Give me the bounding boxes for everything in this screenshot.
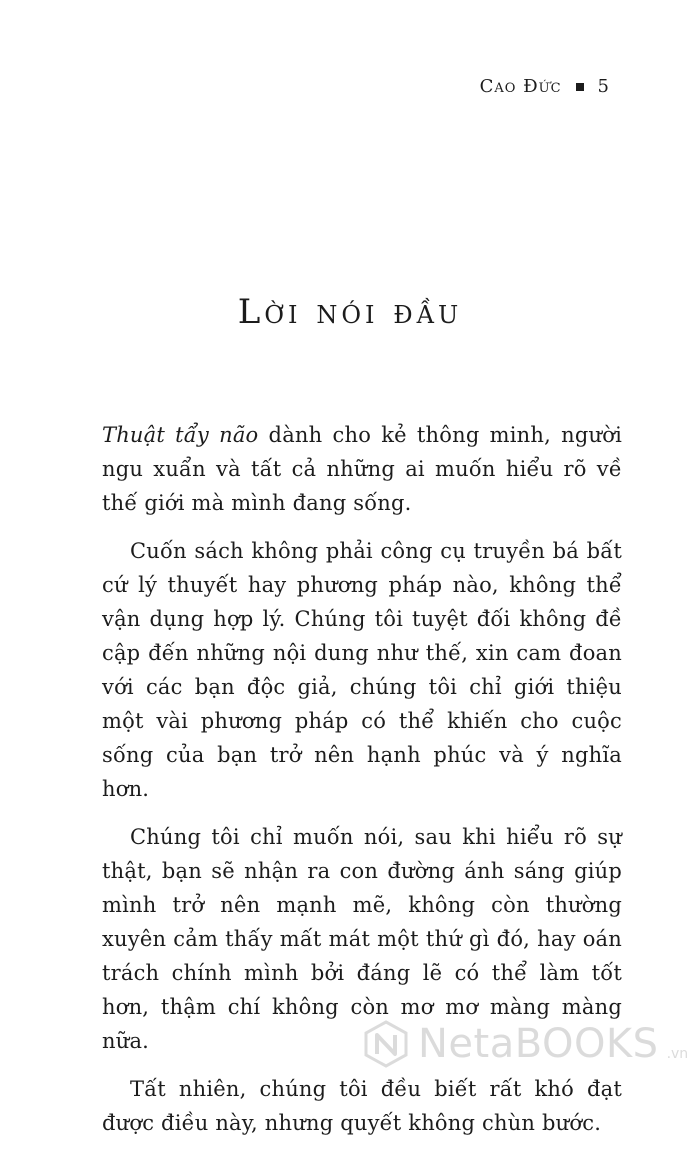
paragraph-3: Chúng tôi chỉ muốn nói, sau khi hiểu rõ sự thật, bạn sẽ nhận ra con đường ánh sáng giúp mình trở nên mạnh mẽ, không còn thường xuyên cảm thấy mất mát một thứ gì đó, hay oán trách chính mình bởi đáng lẽ có thể làm tốt hơn, thậm chí không còn mơ mơ màng màng nữa. [102, 825, 622, 1053]
n-logo-icon [362, 1020, 410, 1068]
watermark-brand: NetaBOOKS [418, 1021, 659, 1067]
paragraph-2: Cuốn sách không phải công cụ truyền bá bất cứ lý thuyết hay phương pháp nào, không thể vận dụng hợp lý. Chúng tôi tuyệt đối không đề cập đến những nội dung như thế, xin cam đoan với các bạn độc giả, chúng tôi chỉ giới thiệu một vài phương pháp có thể khiến cho cuộc sống của bạn trở nên hạnh phúc và ý nghĩa hơn. [102, 539, 622, 801]
watermark [362, 1020, 688, 1068]
italic-book-title: Thuật tẩy não [102, 423, 259, 447]
page-number: 5 [597, 76, 610, 97]
paragraph-4: Tất nhiên, chúng tôi đều biết rất khó đạt được điều này, nhưng quyết không chùn bước. [102, 1077, 622, 1135]
paragraph-1-rest: dành cho kẻ thông minh, người ngu xuẩn và tất cả những ai muốn hiểu rõ về thế giới mà mình đang sống. [102, 423, 622, 515]
running-title: Cao Đức [479, 76, 562, 97]
watermark-suffix: .vn [666, 1046, 689, 1062]
running-head [480, 76, 610, 97]
paragraph-1 [102, 418, 622, 520]
square-bullet-icon [576, 83, 584, 91]
chapter-title: Lời nói đầu [237, 292, 463, 332]
